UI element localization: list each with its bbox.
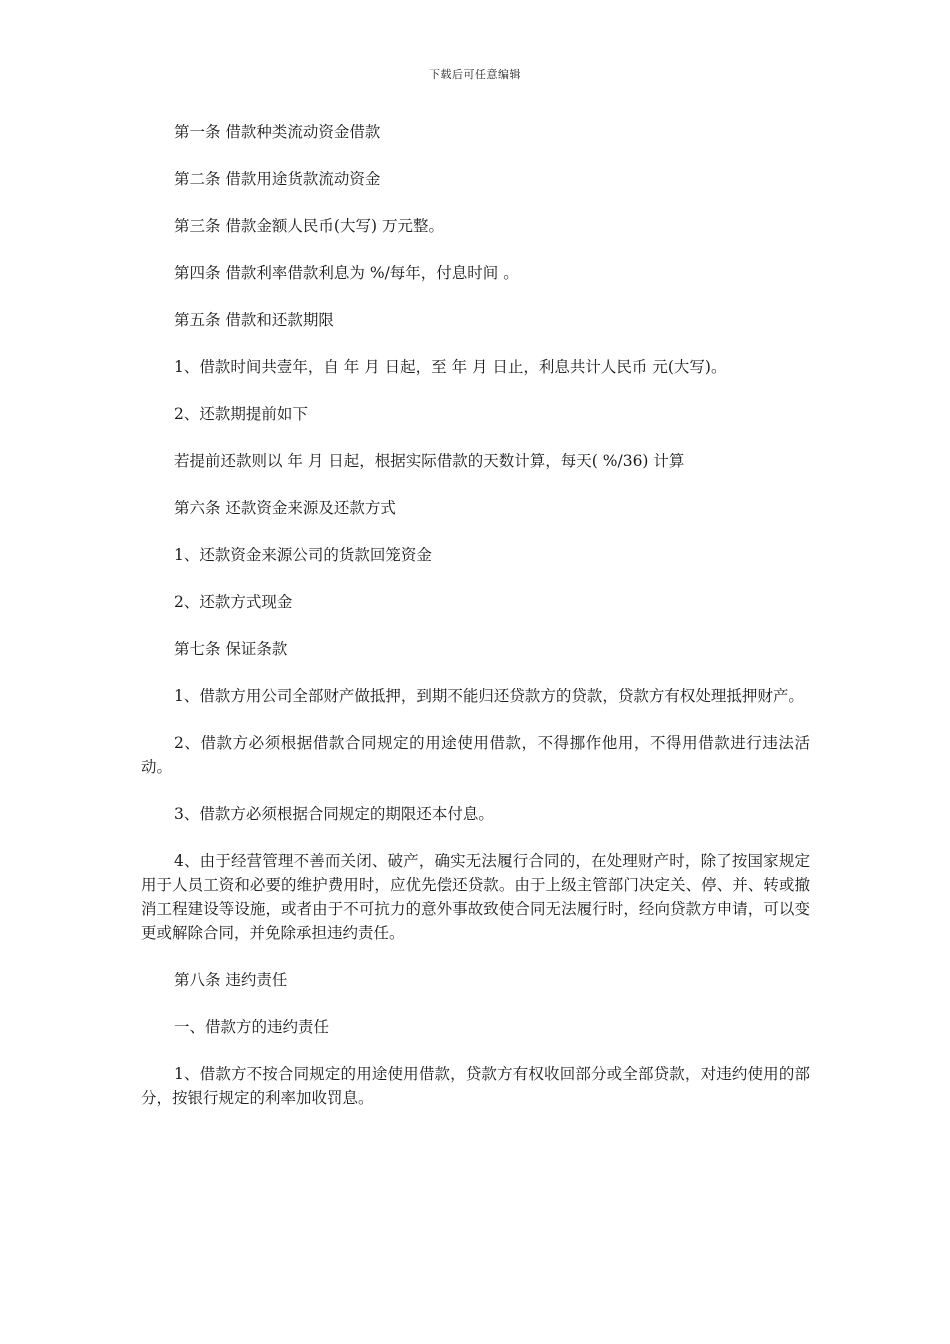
clause-7-item-1: 1、借款方用公司全部财产做抵押，到期不能归还贷款方的贷款，贷款方有权处理抵押财产。	[174, 687, 804, 705]
clause-7-heading: 第七条 保证条款	[174, 640, 288, 658]
clause-7-item-2: 2、借款方必须根据借款合同规定的用途使用借款，不得挪作他用，不得用借款进行违法活动。	[141, 734, 810, 776]
document-body	[141, 120, 810, 1133]
page-header-note: 下载后可任意编辑	[429, 68, 521, 81]
clause-4: 第四条 借款利率借款利息为 %/每年，付息时间 。	[174, 264, 519, 282]
clause-2: 第二条 借款用途货款流动资金	[174, 170, 381, 188]
clause-7-item-4: 4、由于经营管理不善而关闭、破产，确实无法履行合同的，在处理财产时，除了按国家规定用于人员工资和必要的维护费用时，应优先偿还贷款。由于上级主管部门决定关、停、并、转或撤消工程建设等设施，或者由于不可抗力的意外事故致使合同无法履行时，经向贷款方申请，可以变更或解除合同，并免除承担违约责任。	[141, 852, 810, 942]
clause-3: 第三条 借款金额人民币(大写) 万元整。	[174, 217, 444, 235]
clause-1: 第一条 借款种类流动资金借款	[174, 123, 381, 141]
clause-8-item-1: 1、借款方不按合同规定的用途使用借款，贷款方有权收回部分或全部贷款，对违约使用的部分，按银行规定的利率加收罚息。	[141, 1065, 810, 1107]
clause-6-item-1: 1、还款资金来源公司的货款回笼资金	[174, 546, 432, 564]
clause-6-heading: 第六条 还款资金来源及还款方式	[174, 499, 396, 517]
clause-8-subheading: 一、借款方的违约责任	[174, 1018, 330, 1036]
clause-5-item-1: 1、借款时间共壹年，自 年 月 日起，至 年 月 日止，利息共计人民币 元(大写)。	[174, 358, 727, 376]
clause-7-item-3: 3、借款方必须根据合同规定的期限还本付息。	[174, 805, 494, 823]
clause-5-item-2: 2、还款期提前如下	[174, 405, 308, 423]
clause-8-heading: 第八条 违约责任	[174, 971, 288, 989]
clause-6-item-2: 2、还款方式现金	[174, 593, 293, 611]
clause-5-heading: 第五条 借款和还款期限	[174, 311, 334, 329]
clause-5-early-repayment: 若提前还款则以 年 月 日起，根据实际借款的天数计算，每天( %/36) 计算	[174, 452, 685, 470]
